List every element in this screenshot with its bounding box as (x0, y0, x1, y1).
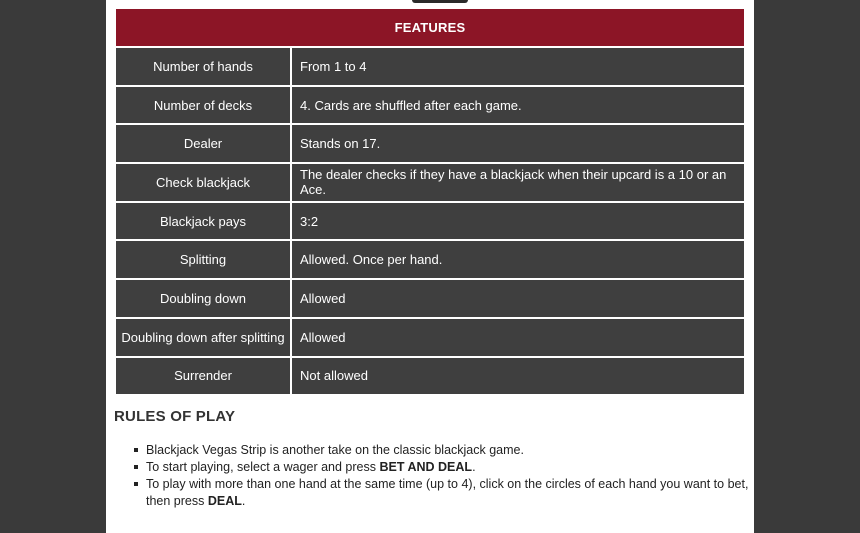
feature-value: Allowed. Once per hand. (292, 241, 744, 278)
table-row (116, 87, 744, 124)
feature-label: Number of hands (116, 48, 290, 85)
table-row (116, 48, 744, 85)
list-item (134, 476, 749, 510)
feature-label: Doubling down (116, 280, 290, 317)
feature-value: Allowed (292, 280, 744, 317)
rule-bold-text: DEAL (207, 494, 242, 508)
feature-label: Surrender (116, 358, 290, 395)
rule-suffix: . (472, 460, 476, 474)
rule-text: Blackjack Vegas Strip is another take on the classic blackjack game. (146, 443, 524, 457)
content-page (106, 0, 754, 533)
table-row (116, 319, 744, 356)
table-row (116, 125, 744, 162)
feature-value: Stands on 17. (292, 125, 744, 162)
feature-label: Doubling down after splitting (116, 319, 290, 356)
top-decoration (412, 0, 468, 3)
feature-value: Allowed (292, 319, 744, 356)
feature-value: The dealer checks if they have a blackjack when their upcard is a 10 or an Ace. (292, 164, 744, 201)
rule-bold-text: BET AND DEAL (379, 460, 473, 474)
list-item (134, 459, 749, 476)
features-table (114, 7, 746, 396)
table-row (116, 358, 744, 395)
table-row (116, 203, 744, 240)
feature-label: Check blackjack (116, 164, 290, 201)
list-item (134, 442, 749, 459)
feature-label: Splitting (116, 241, 290, 278)
feature-value: From 1 to 4 (292, 48, 744, 85)
feature-label: Blackjack pays (116, 203, 290, 240)
bullet-icon (134, 448, 138, 452)
bullet-icon (134, 482, 138, 486)
rules-list (134, 442, 749, 510)
features-header: FEATURES (116, 9, 744, 46)
feature-value: 4. Cards are shuffled after each game. (292, 87, 744, 124)
feature-label: Dealer (116, 125, 290, 162)
rules-heading: RULES OF PLAY (114, 408, 236, 425)
bullet-icon (134, 465, 138, 469)
features-header-row (116, 9, 744, 46)
rule-text: To start playing, select a wager and press (146, 460, 380, 474)
feature-value: Not allowed (292, 358, 744, 395)
rule-suffix: . (241, 494, 246, 508)
table-row (116, 280, 744, 317)
table-row (116, 164, 744, 201)
table-row (116, 241, 744, 278)
rule-text: To play with more than one hand at the same time (up to 4), click on the circles of each hand you want to bet, then press (146, 477, 749, 508)
feature-label: Number of decks (116, 87, 290, 124)
feature-value: 3:2 (292, 203, 744, 240)
